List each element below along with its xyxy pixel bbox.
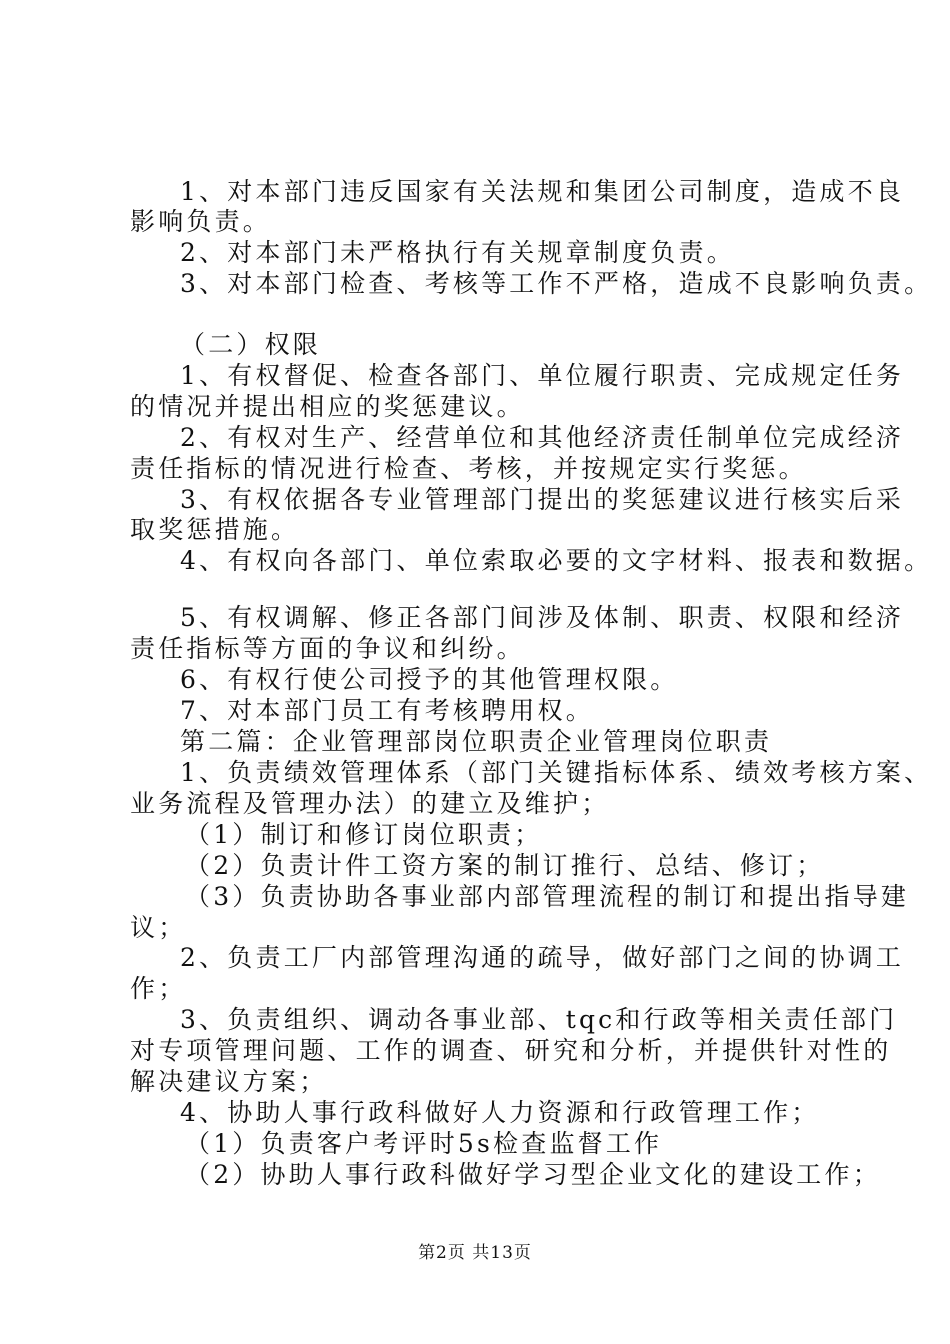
paragraph-line: 4、协助人事行政科做好人力资源和行政管理工作； (180, 1098, 820, 1127)
section-heading: 第二篇：企业管理部岗位职责企业管理岗位职责 (180, 727, 773, 756)
paragraph-line: 责任指标的情况进行检查、考核，并按规定实行奖惩。 (130, 454, 807, 483)
paragraph-line: 作； (130, 974, 187, 1003)
section-heading: （二）权限 (180, 330, 322, 359)
paragraph-line: （3）负责协助各事业部内部管理流程的制订和提出指导建 (185, 882, 910, 911)
paragraph-line: 议； (130, 913, 187, 942)
paragraph-line: 责任指标等方面的争议和纠纷。 (130, 634, 525, 663)
paragraph-line: 6、有权行使公司授予的其他管理权限。 (180, 665, 679, 694)
paragraph-line: 3、对本部门检查、考核等工作不严格，造成不良影响负责。 (180, 269, 933, 298)
paragraph-line: 影响负责。 (130, 207, 272, 236)
paragraph-line: 1、对本部门违反国家有关法规和集团公司制度，造成不良 (180, 177, 905, 206)
paragraph-line: 2、有权对生产、经营单位和其他经济责任制单位完成经济 (180, 423, 905, 452)
paragraph-line: 1、负责绩效管理体系（部门关键指标体系、绩效考核方案、 (180, 758, 933, 787)
paragraph-line: 1、有权督促、检查各部门、单位履行职责、完成规定任务 (180, 361, 905, 390)
paragraph-line: （2）负责计件工资方案的制订推行、总结、修订； (185, 851, 825, 880)
paragraph-line: 3、负责组织、调动各事业部、tqc和行政等相关责任部门 (180, 1005, 898, 1034)
paragraph-line: 4、有权向各部门、单位索取必要的文字材料、报表和数据。 (180, 546, 933, 575)
paragraph-line: 对专项管理问题、工作的调查、研究和分析，并提供针对性的 (130, 1036, 892, 1065)
paragraph-line: 2、负责工厂内部管理沟通的疏导，做好部门之间的协调工 (180, 943, 905, 972)
paragraph-line: （2）协助人事行政科做好学习型企业文化的建设工作； (185, 1160, 881, 1189)
paragraph-line: （1）负责客户考评时5s检查监督工作 (185, 1129, 663, 1158)
paragraph-line: 5、有权调解、修正各部门间涉及体制、职责、权限和经济 (180, 603, 905, 632)
page-number-footer: 第2页 共13页 (418, 1243, 532, 1263)
paragraph-line: 解决建议方案； (130, 1067, 328, 1096)
paragraph-line: 7、对本部门员工有考核聘用权。 (180, 696, 594, 725)
paragraph-line: 业务流程及管理办法）的建立及维护； (130, 789, 610, 818)
paragraph-line: 取奖惩措施。 (130, 515, 300, 544)
paragraph-line: （1）制订和修订岗位职责； (185, 820, 543, 849)
paragraph-line: 3、有权依据各专业管理部门提出的奖惩建议进行核实后采 (180, 485, 905, 514)
paragraph-line: 2、对本部门未严格执行有关规章制度负责。 (180, 238, 735, 267)
paragraph-line: 的情况并提出相应的奖惩建议。 (130, 392, 525, 421)
